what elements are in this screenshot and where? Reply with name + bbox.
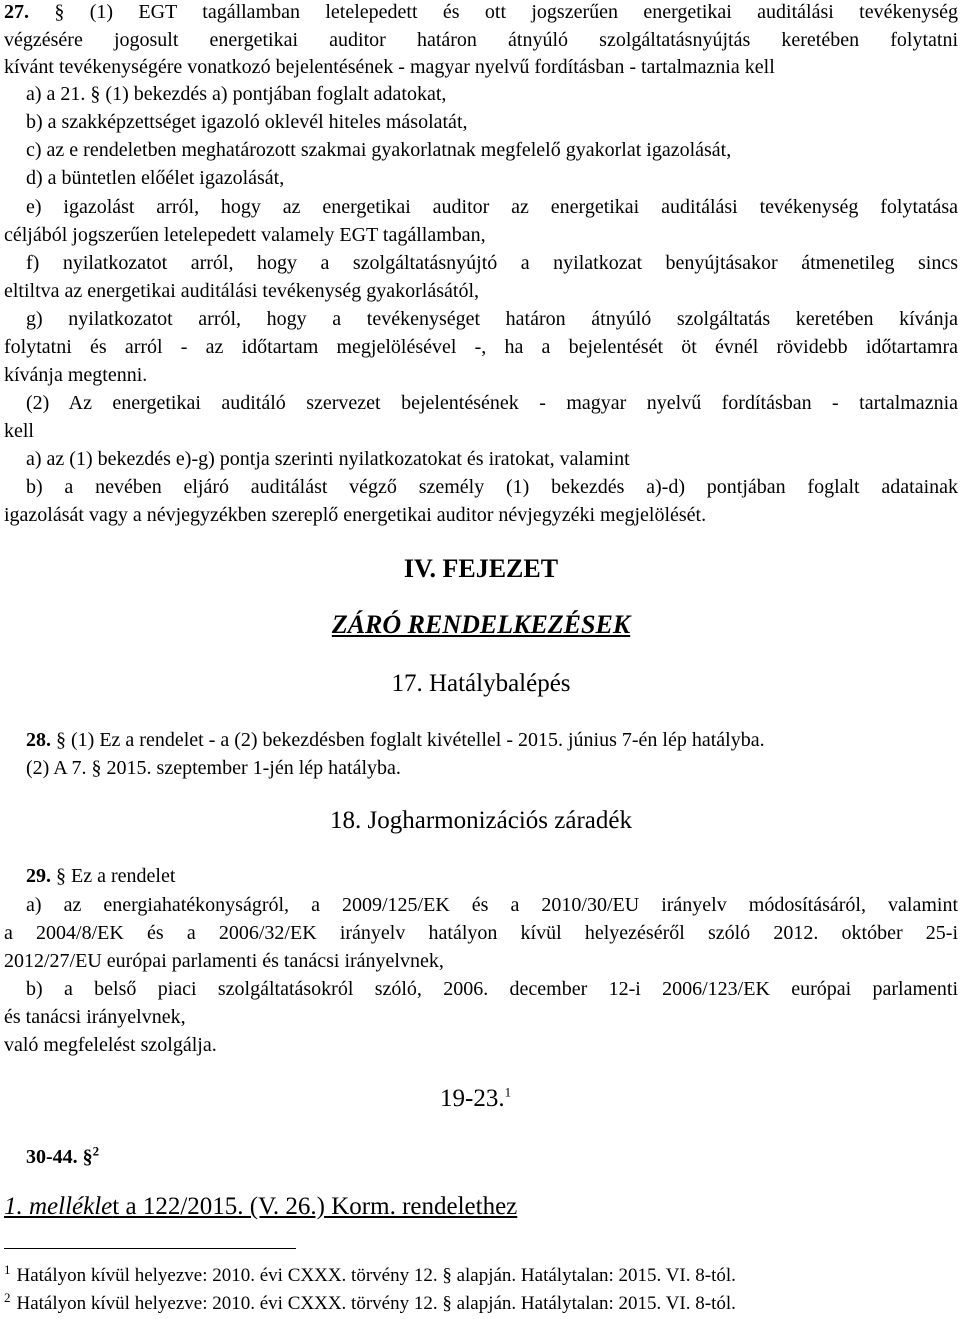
footnote-separator	[4, 1248, 296, 1249]
repealed-range-2: 30-44.	[26, 1146, 78, 1168]
footnote-2-number: 2	[4, 1289, 11, 1305]
footnote-1-number: 1	[4, 1261, 11, 1277]
art28-text-1: (1) Ez a rendelet - a (2) bekezdésben foglalt kivétellel - 2015. június 7-én lép hatályba.	[71, 729, 765, 751]
art28-number: 28.	[26, 729, 51, 751]
art27-item-a: a) a 21. § (1) bekezdés a) pontjában foglalt adatokat,	[26, 83, 447, 105]
section-sign: §	[54, 1, 65, 23]
art29-text-1: Ez a rendelet	[71, 865, 176, 887]
art27-line-1	[4, 0, 958, 26]
art27-para-2: (2) Az energetikai auditáló szervezet bejelentésének - magyar nyelvű fordításban - tartalmaznia	[26, 392, 958, 414]
footnote-1-text: Hatályon kívül helyezve: 2010. évi CXXX. törvény 12. § alapján. Hatálytalan: 2015. VI. 8-tól.	[16, 1265, 736, 1286]
chapter-number: IV. FEJEZET	[403, 554, 559, 583]
annex-title-rest: t a 122/2015. (V. 26.) Korm. rendelethez	[112, 1193, 518, 1220]
art29-line-1	[4, 862, 175, 890]
art27-number: 27.	[4, 1, 29, 23]
art27-item-g-cont-2: kívánja megtenni.	[4, 364, 148, 386]
art29-item-a: a) az energiahatékonyságról, a 2009/125/EK és a 2010/30/EU irányelv módosításáról, valamint	[26, 894, 958, 916]
art27-item-f: f) nyilatkozatot arról, hogy a szolgáltatásnyújtó a nyilatkozat benyújtásakor átmenetileg sincs	[26, 252, 958, 274]
section-sign: §	[56, 865, 66, 887]
art27-text-1: (1) EGT tagállamban letelepedett és ott jogszerűen energetikai auditálási tevékenység	[89, 1, 959, 23]
chapter-title: ZÁRÓ RENDELKEZÉSEK	[331, 610, 631, 639]
art27-line-2: végzésére jogosult energetikai auditor határon átnyúló szolgáltatásnyújtás keretében folytatni	[4, 29, 958, 51]
section-sign: §	[82, 1146, 93, 1168]
art27-para-2-cont: kell	[4, 420, 34, 442]
art27-line-3: kívánt tevékenységére vonatkozó bejelentésének - magyar nyelvű fordításban - tartalmaznia kell	[4, 56, 775, 78]
footnote-2-text: Hatályon kívül helyezve: 2010. évi CXXX. törvény 12. § alapján. Hatálytalan: 2015. VI. 8-tól.	[16, 1293, 736, 1314]
art29-item-b: b) a belső piaci szolgáltatásokról szóló, 2006. december 12-i 2006/123/EK európai parlamenti	[26, 978, 958, 1000]
art27-item-f-cont: eltiltva az energetikai auditálási tevékenység gyakorlásától,	[4, 280, 479, 302]
repealed-articles-19-23	[440, 1085, 511, 1113]
art27-para-2-item-a: a) az (1) bekezdés e)-g) pontja szerinti nyilatkozatokat és iratokat, valamint	[26, 448, 630, 470]
art27-item-d: d) a büntetlen előélet igazolását,	[26, 167, 285, 189]
repealed-articles-30-44	[4, 1143, 99, 1171]
repealed-range-1: 19-23.	[440, 1085, 505, 1112]
art27-item-g: g) nyilatkozatot arról, hogy a tevékenységet határon átnyúló szolgáltatás keretében kívánja	[26, 308, 958, 330]
art28-line-1	[4, 726, 765, 754]
section-17-heading: 17. Hatálybalépés	[391, 670, 571, 697]
annex-title-italic: 1. mellékle	[4, 1193, 113, 1220]
art27-item-b: b) a szakképzettséget igazoló oklevél hiteles másolatát,	[26, 111, 468, 133]
art27-para-2-item-b-cont: igazolását vagy a névjegyzékben szereplő energetikai auditor névjegyzéki megjelölését.	[4, 504, 707, 526]
art27-item-e-cont: céljából jogszerűen letelepedett valamely EGT tagállamban,	[4, 224, 486, 246]
art27-item-g-cont: folytatni és arról - az időtartam megjelölésével -, ha a bejelentését öt évnél rövidebb időtartamra	[4, 336, 958, 358]
footnote-ref-2[interactable]: 2	[92, 1143, 100, 1159]
art29-closing: való megfelelést szolgálja.	[4, 1034, 217, 1056]
section-sign: §	[56, 729, 66, 751]
footnote-2	[4, 1290, 736, 1318]
art29-item-a-cont-2: 2012/27/EU európai parlamenti és tanácsi irányelvnek,	[4, 950, 444, 972]
art29-number: 29.	[26, 865, 51, 887]
art29-item-a-cont: a 2004/8/EK és a 2006/32/EK irányelv hatályon kívül helyezéséről szóló 2012. október 25-i	[4, 922, 958, 944]
art28-line-2: (2) A 7. § 2015. szeptember 1-jén lép hatályba.	[26, 757, 401, 779]
footnote-ref-1[interactable]: 1	[504, 1084, 512, 1100]
art29-item-b-cont: és tanácsi irányelvnek,	[4, 1006, 186, 1028]
art27-item-c: c) az e rendeletben meghatározott szakmai gyakorlatnak megfelelő gyakorlat igazolását,	[26, 139, 732, 161]
footnote-1	[4, 1262, 736, 1290]
art27-item-e: e) igazolást arról, hogy az energetikai auditor az energetikai auditálási tevékenység folytatása	[26, 196, 958, 218]
annex-title[interactable]	[4, 1193, 517, 1221]
art27-para-2-item-b: b) a nevében eljáró auditálást végző személy (1) bekezdés a)-d) pontjában foglalt adatainak	[26, 476, 958, 498]
section-18-heading: 18. Jogharmonizációs záradék	[330, 807, 632, 834]
